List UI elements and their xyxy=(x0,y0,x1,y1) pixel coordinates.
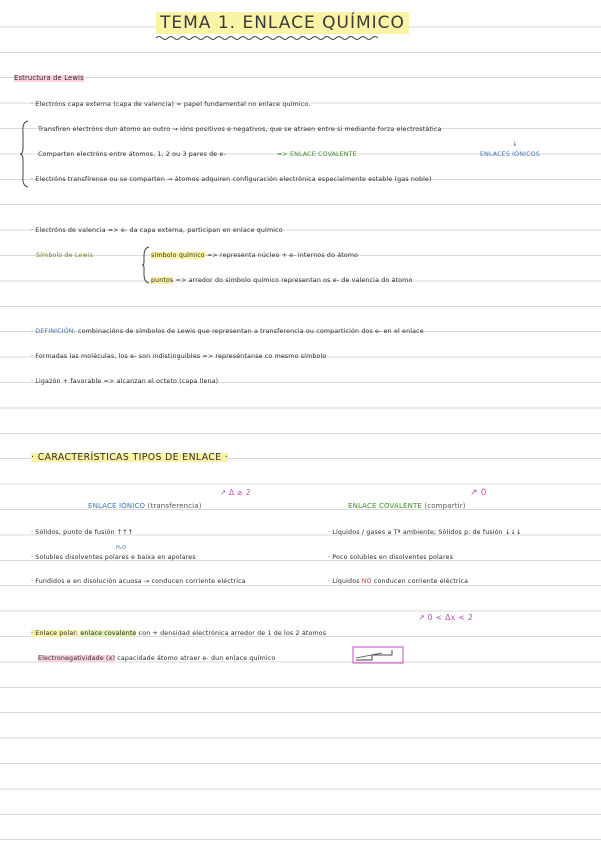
title-wavy-underline xyxy=(156,35,378,41)
polar-line-2 xyxy=(38,656,275,662)
lewis-line-3: Comparten electróns entre átomos, 1, 2 ou 3 pares de e- xyxy=(38,151,226,158)
polar-delta-value: 0 < Δx < 2 xyxy=(427,613,474,622)
symbols-bullet-2 xyxy=(151,278,412,284)
chemical-symbol-desc: => representa núcleo + e- internos do átomo xyxy=(206,252,359,259)
ionic-column-title xyxy=(88,503,202,510)
lewis-heading: Estructura de Lewis xyxy=(14,74,84,82)
covalent-item-3-a: · Líquidos xyxy=(328,578,360,585)
lewis-symbol-label: Símbolo de Lewis xyxy=(36,252,94,259)
covalent-item-3-no: NO xyxy=(361,578,372,585)
down-arrow-icon: ↓ xyxy=(512,140,519,148)
polar-line-1 xyxy=(31,631,326,637)
covalent-delta-value: 0 xyxy=(480,488,487,498)
ionic-title: ENLACE IÓNICO xyxy=(88,502,146,510)
lewis-brace xyxy=(20,120,30,188)
lewis-line-4: · Electróns transfírense ou se comparten → átomos adquiren configuración electrónica especialmente estable (gas noble) xyxy=(31,176,432,183)
symbols-line-1: · Electróns de valencia => e- da capa externa, participan en enlace químico xyxy=(31,227,283,234)
definition-line-1 xyxy=(31,329,424,335)
covalent-item-3-c: conducen corriente eléctrica xyxy=(373,578,469,585)
definition-line-2: · Formadas las moléculas, los e- son indistinguibles => represéntanse co mesmo símbolo xyxy=(31,353,327,360)
polar-bond-term: · Enlace polar: xyxy=(31,630,79,637)
ionic-item-2: · Solubles disolventes polares e baixa en apolares xyxy=(31,554,196,561)
ionic-item-2-note: H₂O xyxy=(116,545,127,551)
page-title: TEMA 1. ENLACE QUÍMICO xyxy=(156,12,409,34)
ionic-delta-note: ↗ Δ ≥ 2 xyxy=(220,488,251,497)
dots-term: puntos xyxy=(151,277,174,284)
ionic-subtitle: (transferencia) xyxy=(147,502,202,510)
chemical-symbol-term: símbolo químico xyxy=(151,252,205,259)
covalent-delta-note: ↗ 0 xyxy=(470,488,487,498)
lewis-line-1: · Electróns capa externa (capa de valencia) = papel fundamental no enlace químico. xyxy=(31,101,311,108)
electronegativity-sketch xyxy=(352,646,404,664)
polar-bond-desc: con + densidad electrónica arredor de 1 de los 2 átomos xyxy=(138,630,327,637)
covalent-column-title xyxy=(348,503,466,510)
polar-covalent-term: enlace covalente xyxy=(80,630,137,637)
characteristics-heading: · CARACTERÍSTICAS TIPOS DE ENLACE · xyxy=(31,452,229,463)
definition-line-3: · Ligazón + favorable => alcanzan el octeto (capa llena) xyxy=(31,378,219,385)
ionic-bond-label: ENLACES IÓNICOS xyxy=(480,151,540,158)
definition-label: · DEFINICIÓN: xyxy=(31,328,76,335)
covalent-item-3 xyxy=(328,579,468,585)
electronegativity-term: Electronegatividade (x) xyxy=(38,655,116,662)
polar-delta-note: ↗ 0 < Δx < 2 xyxy=(418,613,474,622)
symbols-bullet-1 xyxy=(151,253,358,259)
lewis-line-2: Transfiren electróns dun átomo ao outro → ións positivos e negativos, que se atraen entre si mediante forza electrostática xyxy=(38,126,442,133)
ionic-item-1: · Sólidos, punto de fusión ↑↑↑ xyxy=(31,529,134,536)
covalent-item-2: · Poco solubles en disolventes polares xyxy=(328,554,453,561)
electronegativity-desc: capacidade átomo atraer e- dun enlace químico xyxy=(117,655,276,662)
dots-desc: => arredor do símbolo químico representan os e- de valencia do átomo xyxy=(175,277,413,284)
ionic-item-3: · Fundidos e en disolución acuosa → conducen corriente eléctrica xyxy=(31,578,246,585)
symbols-brace xyxy=(142,246,150,284)
ionic-delta-value: Δ ≥ 2 xyxy=(228,488,251,497)
covalent-bond-label: => ENLACE COVALENTE xyxy=(277,151,357,158)
covalent-subtitle: (compartir) xyxy=(424,502,466,510)
covalent-title: ENLACE COVALENTE xyxy=(348,502,422,510)
covalent-item-1: · Líquidos / gases a Tª ambiente; Sólidos p. de fusión ↓↓↓ xyxy=(328,529,522,536)
definition-text: combinacións de símbolos de Lewis que representan a transferencia ou compartición dos e- en el enlace xyxy=(78,328,424,335)
